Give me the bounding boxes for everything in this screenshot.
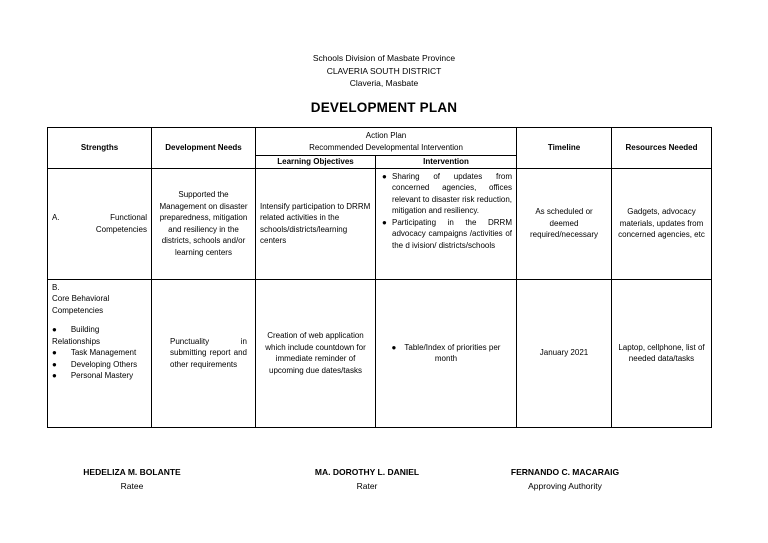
- signature-rater: [292, 467, 442, 491]
- strength-label: Functional Competencies: [95, 213, 147, 234]
- development-need-cell: Punctuality in submitting report and other requirements: [152, 279, 256, 427]
- list-item: ● Task Management: [52, 348, 137, 357]
- header-resources: Resources Needed: [612, 128, 712, 169]
- signature-ratee: [62, 467, 202, 491]
- learning-objective-cell: Creation of web application which include countdown for immediate reminder of upcoming due dates/tasks: [256, 279, 376, 427]
- signatory-name: HEDELIZA M. BOLANTE: [83, 467, 181, 477]
- signatory-role: Rater: [356, 481, 378, 491]
- header-action-plan-subtitle: Recommended Developmental Intervention: [309, 142, 463, 152]
- header-learning-objectives: Learning Objectives: [256, 156, 376, 169]
- timeline-cell: As scheduled or deemed required/necessary: [517, 168, 612, 279]
- bullet-icon: ●: [52, 371, 57, 380]
- bullet-icon: ●: [391, 342, 397, 352]
- strength-cell: [48, 168, 152, 279]
- list-item: ● Personal Mastery: [52, 371, 134, 380]
- signature-approving-authority: [495, 467, 635, 491]
- table-row: [48, 168, 712, 279]
- header-timeline: Timeline: [517, 128, 612, 169]
- header-development-needs: Development Needs: [152, 128, 256, 169]
- strength-cell: [48, 279, 152, 427]
- timeline-cell: January 2021: [517, 279, 612, 427]
- intervention-list: [380, 171, 512, 252]
- header-action-plan: [256, 128, 517, 156]
- list-item: ● Building Relationships: [52, 325, 101, 346]
- development-need-cell: Supported the Management on disaster preparedness, mitigation and resiliency in the districts, schools and/or learning centers: [152, 168, 256, 279]
- list-item: ● Developing Others: [52, 359, 138, 369]
- signatory-name: MA. DOROTHY L. DANIEL: [314, 467, 420, 477]
- resources-cell: Laptop, cellphone, list of needed data/tasks: [612, 279, 712, 427]
- competency-list: [52, 324, 147, 382]
- resources-cell: Gadgets, advocacy materials, updates from concerned agencies, etc: [612, 168, 712, 279]
- intervention-cell: ● Table/Index of priorities per month: [376, 279, 517, 427]
- list-item: ● Participating in the DRRM advocacy campaigns /activities of the d ivision/ districts/schools: [382, 217, 512, 250]
- strength-letter: B.: [52, 282, 60, 292]
- header-intervention: Intervention: [376, 156, 517, 169]
- header-action-plan-title: Action Plan: [365, 131, 407, 140]
- list-item: ● Sharing of updates from concerned agencies, offices relevant to disaster risk reduction, mitigation and resiliency.: [382, 171, 512, 215]
- bullet-icon: ●: [382, 217, 387, 227]
- bullet-icon: ●: [52, 325, 57, 334]
- strength-label: Core Behavioral Competencies: [52, 294, 110, 315]
- header-strengths: Strengths: [48, 128, 152, 169]
- bullet-icon: ●: [52, 359, 57, 369]
- division-name: Schools Division of Masbate Province: [312, 53, 456, 63]
- development-plan-table: [47, 127, 712, 428]
- bullet-icon: ●: [382, 171, 387, 181]
- signatory-role: Approving Authority: [528, 481, 602, 491]
- district-name: CLAVERIA SOUTH DISTRICT: [326, 66, 442, 76]
- bullet-icon: ●: [52, 348, 57, 357]
- intervention-cell: [376, 168, 517, 279]
- signatory-role: Ratee: [120, 481, 144, 491]
- strength-letter: A.: [52, 213, 60, 222]
- page-title: DEVELOPMENT PLAN: [310, 100, 458, 115]
- signatory-name: FERNANDO C. MACARAIG: [510, 467, 620, 477]
- location: Claveria, Masbate: [349, 78, 419, 88]
- learning-objective-cell: Intensify participation to DRRM related activities in the schools/districts/learning centers: [256, 168, 376, 279]
- table-row: [48, 279, 712, 427]
